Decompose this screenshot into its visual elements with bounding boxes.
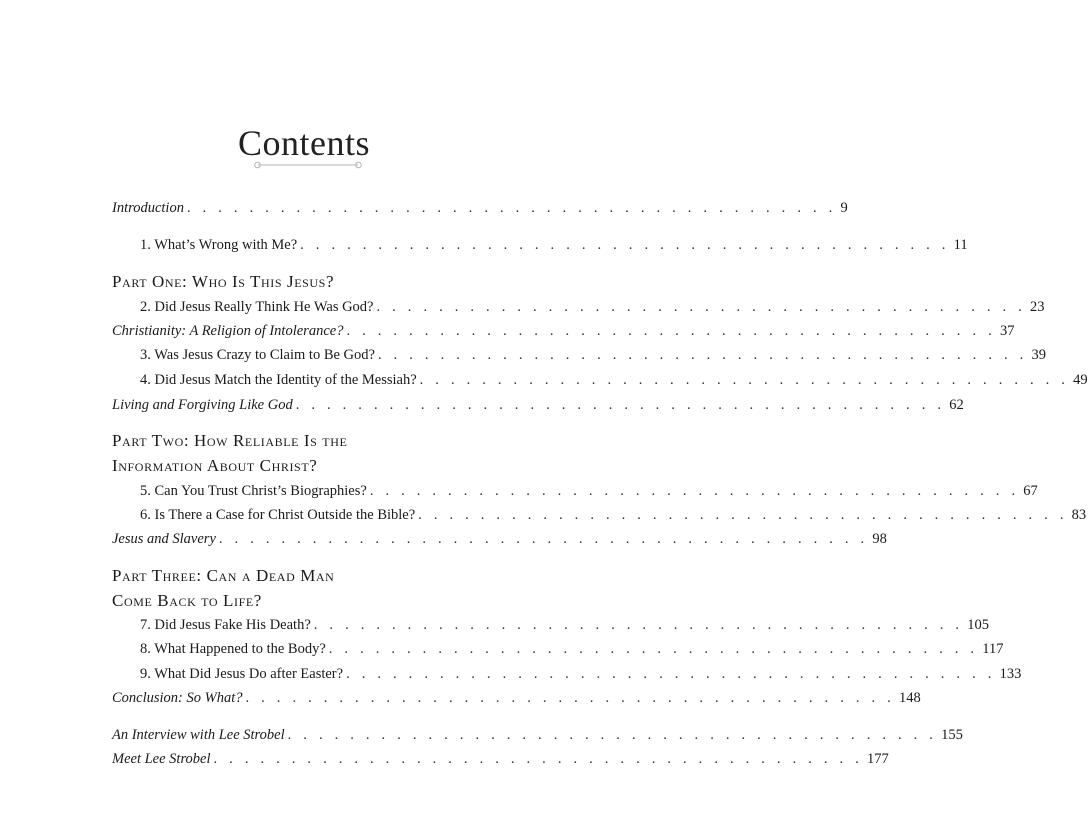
toc-entry-chapter-5[interactable]: 5. Can You Trust Christ’s Biographies? . . . . . . . . . . . . . . . . . . . . . . . . . . . . . . . . . . . . . . . . . . 67 bbox=[140, 483, 1038, 499]
page-number: 67 bbox=[1023, 483, 1038, 499]
toc-entry-jesus-slavery[interactable]: Jesus and Slavery . . . . . . . . . . . . . . . . . . . . . . . . . . . . . . . . . . . . . . . . . . 98 bbox=[112, 531, 887, 547]
page-number: 105 bbox=[967, 617, 989, 633]
page-number: 11 bbox=[953, 237, 968, 253]
toc-entry-christianity-intolerance[interactable]: Christianity: A Religion of Intolerance? . . . . . . . . . . . . . . . . . . . . . . . . . . . . . . . . . . . . . . . . . . 37 bbox=[112, 323, 1015, 339]
dot-leader: . . . . . . . . . . . . . . . . . . . . . . . . . . . . . . . . . . . . . . . . . . bbox=[376, 299, 1026, 315]
toc-entry-chapter-7[interactable]: 7. Did Jesus Fake His Death? . . . . . . . . . . . . . . . . . . . . . . . . . . . . . . . . . . . . . . . . . . 105 bbox=[140, 617, 989, 633]
page-number: 23 bbox=[1029, 299, 1045, 315]
toc-entry-chapter-9[interactable]: 9. What Did Jesus Do after Easter? . . . . . . . . . . . . . . . . . . . . . . . . . . . . . . . . . . . . . . . . . . 133 bbox=[140, 666, 1022, 682]
dot-leader: . . . . . . . . . . . . . . . . . . . . . . . . . . . . . . . . . . . . . . . . . . bbox=[369, 483, 1020, 499]
page-number: 39 bbox=[1031, 347, 1046, 363]
dot-leader: . . . . . . . . . . . . . . . . . . . . . . . . . . . . . . . . . . . . . . . . . . bbox=[346, 323, 996, 339]
page-number: 133 bbox=[999, 666, 1022, 682]
toc-entry-meet-author[interactable]: Meet Lee Strobel . . . . . . . . . . . . . . . . . . . . . . . . . . . . . . . . . . . . . . . . . . 177 bbox=[112, 751, 889, 767]
table-of-contents bbox=[112, 0, 1088, 839]
dot-leader: . . . . . . . . . . . . . . . . . . . . . . . . . . . . . . . . . . . . . . . . . . bbox=[218, 531, 869, 547]
page-number: 49 bbox=[1073, 372, 1088, 388]
dot-leader: . . . . . . . . . . . . . . . . . . . . . . . . . . . . . . . . . . . . . . . . . . bbox=[300, 237, 950, 253]
page-number: 9 bbox=[840, 200, 848, 216]
page-number: 37 bbox=[999, 323, 1015, 339]
part-heading-three-line-1: Part Three: Can a Dead Man bbox=[112, 566, 335, 585]
dot-leader: . . . . . . . . . . . . . . . . . . . . . . . . . . . . . . . . . . . . . . . . . . bbox=[418, 507, 1068, 523]
part-heading-two-line-2: Information About Christ? bbox=[112, 456, 318, 475]
page-number: 98 bbox=[872, 531, 887, 547]
toc-entry-introduction[interactable]: Introduction . . . . . . . . . . . . . . . . . . . . . . . . . . . . . . . . . . . . . . . . . . 9 bbox=[112, 200, 848, 216]
part-heading-three-line-2: Come Back to Life? bbox=[112, 591, 262, 610]
dot-leader: . . . . . . . . . . . . . . . . . . . . . . . . . . . . . . . . . . . . . . . . . . bbox=[346, 666, 996, 682]
dot-leader: . . . . . . . . . . . . . . . . . . . . . . . . . . . . . . . . . . . . . . . . . . bbox=[213, 751, 863, 767]
dot-leader: . . . . . . . . . . . . . . . . . . . . . . . . . . . . . . . . . . . . . . . . . . bbox=[295, 397, 946, 413]
page-number: 148 bbox=[898, 690, 921, 706]
part-heading-two-line-1: Part Two: How Reliable Is the bbox=[112, 431, 348, 450]
page-number: 117 bbox=[982, 641, 1004, 657]
dot-leader: . . . . . . . . . . . . . . . . . . . . . . . . . . . . . . . . . . . . . . . . . . bbox=[186, 200, 837, 216]
toc-entry-chapter-1[interactable]: 1. What’s Wrong with Me? . . . . . . . . . . . . . . . . . . . . . . . . . . . . . . . . . . . . . . . . . . 11 bbox=[140, 237, 968, 253]
toc-entry-chapter-3[interactable]: 3. Was Jesus Crazy to Claim to Be God? . . . . . . . . . . . . . . . . . . . . . . . . . . . . . . . . . . . . . . . . . . 39 bbox=[140, 347, 1046, 363]
toc-entry-conclusion[interactable]: Conclusion: So What? . . . . . . . . . . . . . . . . . . . . . . . . . . . . . . . . . . . . . . . . . . 148 bbox=[112, 690, 921, 706]
page-number: 62 bbox=[949, 397, 964, 413]
page-number: 83 bbox=[1071, 507, 1087, 523]
page-number: 177 bbox=[867, 751, 889, 767]
toc-entry-interview[interactable]: An Interview with Lee Strobel . . . . . . . . . . . . . . . . . . . . . . . . . . . . . . . . . . . . . . . . . . 155 bbox=[112, 727, 963, 743]
dot-leader: . . . . . . . . . . . . . . . . . . . . . . . . . . . . . . . . . . . . . . . . . . bbox=[313, 617, 964, 633]
toc-entry-chapter-8[interactable]: 8. What Happened to the Body? . . . . . . . . . . . . . . . . . . . . . . . . . . . . . . . . . . . . . . . . . . 117 bbox=[140, 641, 1004, 657]
toc-entry-living-forgiving[interactable]: Living and Forgiving Like God . . . . . . . . . . . . . . . . . . . . . . . . . . . . . . . . . . . . . . . . . . 62 bbox=[112, 397, 964, 413]
page-title: Contents bbox=[237, 123, 370, 163]
dot-leader: . . . . . . . . . . . . . . . . . . . . . . . . . . . . . . . . . . . . . . . . . . bbox=[328, 641, 979, 657]
toc-entry-chapter-6[interactable]: 6. Is There a Case for Christ Outside the Bible? . . . . . . . . . . . . . . . . . . . . . . . . . . . . . . . . . . . . . . . . . . 83 bbox=[140, 507, 1087, 523]
part-heading-one: Part One: Who Is This Jesus? bbox=[112, 272, 335, 291]
dot-leader: . . . . . . . . . . . . . . . . . . . . . . . . . . . . . . . . . . . . . . . . . . bbox=[287, 727, 938, 743]
dot-leader: . . . . . . . . . . . . . . . . . . . . . . . . . . . . . . . . . . . . . . . . . . bbox=[377, 347, 1028, 363]
toc-entry-chapter-4[interactable]: 4. Did Jesus Match the Identity of the Messiah? . . . . . . . . . . . . . . . . . . . . . . . . . . . . . . . . . . . . . . . . . . 49 bbox=[140, 372, 1088, 388]
toc-entry-chapter-2[interactable]: 2. Did Jesus Really Think He Was God? . . . . . . . . . . . . . . . . . . . . . . . . . . . . . . . . . . . . . . . . . . 23 bbox=[140, 299, 1045, 315]
dot-leader: . . . . . . . . . . . . . . . . . . . . . . . . . . . . . . . . . . . . . . . . . . bbox=[419, 372, 1070, 388]
page-number: 155 bbox=[941, 727, 963, 743]
dot-leader: . . . . . . . . . . . . . . . . . . . . . . . . . . . . . . . . . . . . . . . . . . bbox=[245, 690, 895, 706]
